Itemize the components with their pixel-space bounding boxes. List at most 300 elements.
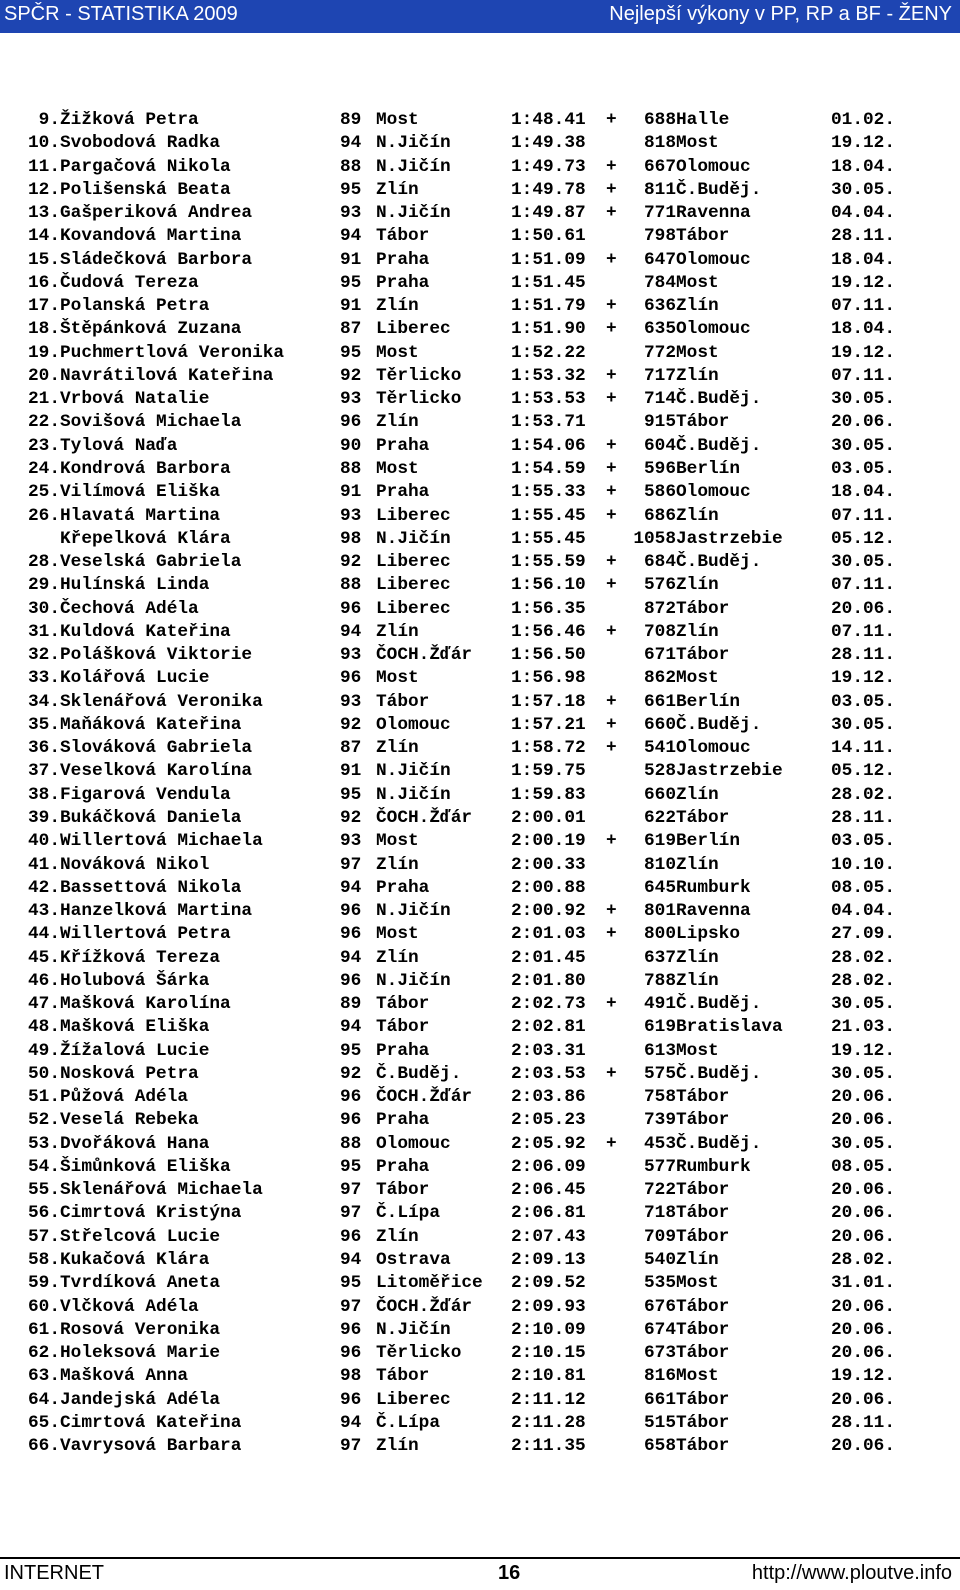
cell-plus — [606, 667, 628, 690]
cell-pts: 637 — [643, 947, 676, 968]
cell-pts: 528 — [643, 761, 676, 782]
cell-time: 2:11.12 — [511, 1389, 586, 1410]
table-row — [12, 411, 901, 434]
cell-place: Zlín — [676, 365, 719, 386]
table-row — [12, 156, 901, 179]
cell-year: 91 — [340, 249, 362, 270]
cell-year: 90 — [340, 435, 362, 456]
cell-club: N.Jičín — [376, 1319, 451, 1340]
cell-pos: 38. — [27, 784, 60, 805]
cell-date: 20.06. — [831, 1296, 896, 1317]
cell-club: Č.Lípa — [376, 1203, 441, 1224]
cell-club: N.Jičín — [376, 761, 451, 782]
cell-time: 1:53.32 — [511, 365, 586, 386]
cell-place: Tábor — [676, 645, 730, 666]
cell-name: Žížalová Lucie — [60, 1040, 210, 1061]
cell-date: 30.05. — [831, 1133, 896, 1154]
cell-time: 1:50.61 — [511, 226, 586, 247]
header-title: SPČR - STATISTIKA 2009 — [4, 3, 238, 25]
cell-place: Tábor — [676, 226, 730, 247]
cell-time: 1:56.35 — [511, 598, 586, 619]
cell-year: 96 — [340, 901, 362, 922]
cell-club: N.Jičín — [376, 156, 451, 177]
cell-time: 1:56.50 — [511, 645, 586, 666]
cell-pts: 673 — [643, 1343, 676, 1364]
cell-date: 20.06. — [831, 1226, 896, 1247]
cell-pos: 12. — [27, 179, 60, 200]
cell-pts: 661 — [643, 691, 676, 712]
table-row — [12, 528, 901, 551]
cell-pts: 535 — [643, 1273, 676, 1294]
cell-year: 89 — [340, 110, 362, 130]
cell-place: Rumburk — [676, 1156, 751, 1177]
cell-plus — [606, 1319, 628, 1342]
cell-pos: 25. — [27, 482, 60, 503]
cell-pts: 788 — [643, 970, 676, 991]
cell-plus: + — [606, 365, 617, 386]
cell-pts: 596 — [643, 458, 676, 479]
cell-club: Tábor — [376, 1180, 430, 1201]
cell-pts: 604 — [643, 435, 676, 456]
cell-year: 92 — [340, 1063, 362, 1084]
cell-year: 93 — [340, 505, 362, 526]
cell-pts: 684 — [643, 552, 676, 573]
cell-time: 1:55.59 — [511, 552, 586, 573]
cell-date: 28.02. — [831, 1250, 896, 1271]
cell-place: Č.Buděj. — [676, 435, 762, 456]
cell-club: Liberec — [376, 319, 451, 340]
table-row — [12, 784, 901, 807]
table-row — [12, 249, 901, 272]
cell-club: Praha — [376, 249, 430, 270]
cell-year: 94 — [340, 226, 362, 247]
cell-place: Zlín — [676, 296, 719, 317]
cell-place: Tábor — [676, 412, 730, 433]
header-rule — [0, 32, 960, 33]
cell-time: 1:56.98 — [511, 668, 586, 689]
cell-date: 28.11. — [831, 226, 896, 247]
cell-date: 20.06. — [831, 1319, 896, 1340]
cell-pos — [12, 528, 60, 551]
cell-club: Praha — [376, 877, 430, 898]
cell-name: Čechová Adéla — [60, 598, 199, 619]
cell-date: 20.06. — [831, 1110, 896, 1131]
cell-year: 88 — [340, 458, 362, 479]
cell-pts: 491 — [643, 994, 676, 1015]
cell-plus — [606, 784, 628, 807]
cell-pts: 645 — [643, 877, 676, 898]
cell-name: Vilímová Eliška — [60, 482, 221, 503]
cell-time: 1:59.83 — [511, 784, 586, 805]
cell-plus — [606, 1412, 628, 1435]
cell-time: 1:48.41 — [511, 110, 586, 130]
cell-name: Cimrtová Kristýna — [60, 1203, 242, 1224]
cell-club: Liberec — [376, 505, 451, 526]
cell-pos: 44. — [27, 924, 60, 945]
cell-club: N.Jičín — [376, 133, 451, 154]
cell-date: 04.04. — [831, 203, 896, 224]
cell-date: 03.05. — [831, 691, 896, 712]
table-row — [12, 318, 901, 341]
table-row — [12, 1202, 901, 1225]
cell-plus — [606, 1086, 628, 1109]
cell-date: 30.05. — [831, 994, 896, 1015]
cell-plus — [606, 1226, 628, 1249]
cell-time: 1:56.46 — [511, 621, 586, 642]
table-row — [12, 830, 901, 853]
cell-pts: 622 — [643, 807, 676, 828]
cell-year: 93 — [340, 203, 362, 224]
cell-date: 19.12. — [831, 342, 896, 363]
cell-name: Veselá Rebeka — [60, 1110, 199, 1131]
table-row — [12, 1133, 901, 1156]
cell-club: N.Jičín — [376, 970, 451, 991]
cell-place: Olomouc — [676, 319, 751, 340]
cell-date: 01.02. — [831, 110, 896, 130]
cell-date: 28.02. — [831, 947, 896, 968]
cell-time: 1:52.22 — [511, 342, 586, 363]
cell-year: 94 — [340, 877, 362, 898]
cell-club: Litoměřice — [376, 1273, 483, 1294]
table-row — [12, 1272, 901, 1295]
cell-name: Hanzelková Martina — [60, 901, 253, 922]
cell-year: 97 — [340, 854, 362, 875]
cell-time: 1:53.71 — [511, 412, 586, 433]
cell-time: 2:09.52 — [511, 1273, 586, 1294]
cell-place: Tábor — [676, 1389, 730, 1410]
table-row — [12, 1342, 901, 1365]
cell-place: Halle — [676, 110, 730, 130]
cell-plus — [606, 760, 628, 783]
cell-pos: 31. — [27, 621, 60, 642]
cell-place: Jastrzebie — [676, 761, 783, 782]
cell-date: 20.06. — [831, 1389, 896, 1410]
cell-plus — [606, 1040, 628, 1063]
cell-plus — [606, 1365, 628, 1388]
cell-pts: 708 — [643, 621, 676, 642]
cell-pos: 21. — [27, 389, 60, 410]
cell-year: 96 — [340, 1343, 362, 1364]
table-row — [12, 1412, 901, 1435]
cell-plus — [606, 1249, 628, 1272]
cell-plus — [606, 854, 628, 877]
cell-year: 95 — [340, 179, 362, 200]
cell-name: Svobodová Radka — [60, 133, 221, 154]
table-row — [12, 179, 901, 202]
cell-pts: 577 — [643, 1156, 676, 1177]
cell-date: 20.06. — [831, 1087, 896, 1108]
cell-name: Willertová Michaela — [60, 831, 263, 852]
cell-year: 96 — [340, 1110, 362, 1131]
cell-pts: 635 — [643, 319, 676, 340]
cell-plus: + — [606, 924, 617, 945]
cell-year: 97 — [340, 1296, 362, 1317]
cell-plus — [606, 1342, 628, 1365]
cell-name: Štěpánková Zuzana — [60, 319, 242, 340]
footer-url[interactable]: http://www.ploutve.info — [751, 1562, 952, 1584]
cell-place: Berlín — [676, 831, 741, 852]
cell-pos: 14. — [27, 226, 60, 247]
cell-plus — [606, 1156, 628, 1179]
cell-pos: 64. — [27, 1389, 60, 1410]
cell-pos: 20. — [27, 365, 60, 386]
cell-place: Most — [676, 133, 719, 154]
cell-name: Cimrtová Kateřina — [60, 1412, 242, 1433]
cell-club: Zlín — [376, 854, 419, 875]
cell-plus: + — [606, 389, 617, 410]
cell-year: 98 — [340, 1366, 362, 1387]
cell-place: Most — [676, 1040, 719, 1061]
cell-club: Most — [376, 924, 419, 945]
cell-place: Č.Buděj. — [676, 1133, 762, 1154]
cell-name: Vavrysová Barbara — [60, 1436, 242, 1457]
cell-plus — [606, 644, 628, 667]
table-row — [12, 691, 901, 714]
cell-place: Zlín — [676, 505, 719, 526]
table-row — [12, 1435, 901, 1458]
cell-year: 95 — [340, 342, 362, 363]
cell-date: 19.12. — [831, 1366, 896, 1387]
cell-name: Křížková Tereza — [60, 947, 221, 968]
cell-place: Olomouc — [676, 156, 751, 177]
cell-pts: 1058 — [633, 528, 676, 549]
cell-date: 20.06. — [831, 598, 896, 619]
cell-date: 18.04. — [831, 482, 896, 503]
cell-place: Č.Buděj. — [676, 179, 762, 200]
cell-name: Kovandová Martina — [60, 226, 242, 247]
table-row — [12, 1319, 901, 1342]
cell-plus — [606, 272, 628, 295]
cell-year: 87 — [340, 738, 362, 759]
cell-plus: + — [606, 179, 617, 200]
cell-pts: 540 — [643, 1250, 676, 1271]
cell-year: 94 — [340, 1412, 362, 1433]
table-row — [12, 574, 901, 597]
cell-name: Polišenská Beata — [60, 179, 231, 200]
cell-time: 2:01.03 — [511, 924, 586, 945]
cell-year: 96 — [340, 668, 362, 689]
cell-place: Tábor — [676, 1110, 730, 1131]
cell-time: 1:53.53 — [511, 389, 586, 410]
cell-pts: 576 — [643, 575, 676, 596]
table-row — [12, 1365, 901, 1388]
cell-pos: 16. — [27, 272, 60, 293]
cell-pos: 9. — [38, 110, 60, 130]
cell-date: 19.12. — [831, 272, 896, 293]
cell-date: 07.11. — [831, 621, 896, 642]
cell-club: Most — [376, 342, 419, 363]
cell-pts: 722 — [643, 1180, 676, 1201]
cell-name: Sládečková Barbora — [60, 249, 253, 270]
cell-year: 93 — [340, 645, 362, 666]
cell-name: Mašková Karolína — [60, 994, 231, 1015]
cell-pts: 676 — [643, 1296, 676, 1317]
cell-plus — [606, 411, 628, 434]
table-row — [12, 1226, 901, 1249]
table-row — [12, 1389, 901, 1412]
cell-place: Zlín — [676, 784, 719, 805]
cell-pos: 15. — [27, 249, 60, 270]
cell-plus — [606, 1296, 628, 1319]
cell-pos: 33. — [27, 668, 60, 689]
cell-name: Vlčková Adéla — [60, 1296, 199, 1317]
cell-name: Tvrdíková Aneta — [60, 1273, 221, 1294]
cell-club: Zlín — [376, 1226, 419, 1247]
cell-pts: 619 — [643, 831, 676, 852]
cell-time: 2:05.23 — [511, 1110, 586, 1131]
table-row — [12, 1179, 901, 1202]
cell-club: Těrlicko — [376, 1343, 462, 1364]
cell-club: Zlín — [376, 1436, 419, 1457]
table-row — [12, 807, 901, 830]
cell-name: Sklenářová Veronika — [60, 691, 263, 712]
cell-name: Jandejská Adéla — [60, 1389, 221, 1410]
cell-pts: 661 — [643, 1389, 676, 1410]
cell-time: 2:11.28 — [511, 1412, 586, 1433]
cell-pos: 55. — [27, 1180, 60, 1201]
cell-name: Rosová Veronika — [60, 1319, 221, 1340]
cell-club: Tábor — [376, 1017, 430, 1038]
cell-name: Žižková Petra — [60, 110, 199, 130]
table-row — [12, 202, 901, 225]
cell-pts: 810 — [643, 854, 676, 875]
cell-name: Hulínská Linda — [60, 575, 210, 596]
cell-place: Most — [676, 342, 719, 363]
table-row — [12, 900, 901, 923]
cell-pos: 63. — [27, 1366, 60, 1387]
cell-year: 88 — [340, 575, 362, 596]
cell-date: 20.06. — [831, 1180, 896, 1201]
table-row — [12, 342, 901, 365]
cell-club: Liberec — [376, 598, 451, 619]
cell-time: 2:00.92 — [511, 901, 586, 922]
cell-name: Nováková Nikol — [60, 854, 210, 875]
cell-year: 92 — [340, 552, 362, 573]
cell-pos: 60. — [27, 1296, 60, 1317]
cell-club: Zlín — [376, 296, 419, 317]
cell-date: 28.11. — [831, 645, 896, 666]
cell-name: Tylová Naďa — [60, 435, 178, 456]
cell-year: 95 — [340, 272, 362, 293]
cell-date: 30.05. — [831, 1063, 896, 1084]
cell-name: Willertová Petra — [60, 924, 231, 945]
cell-plus: + — [606, 203, 617, 224]
cell-pts: 739 — [643, 1110, 676, 1131]
cell-club: Ostrava — [376, 1250, 451, 1271]
cell-place: Olomouc — [676, 738, 751, 759]
cell-pos: 51. — [27, 1087, 60, 1108]
table-row — [12, 365, 901, 388]
cell-time: 1:57.21 — [511, 714, 586, 735]
cell-club: Praha — [376, 272, 430, 293]
cell-pts: 915 — [643, 412, 676, 433]
cell-year: 94 — [340, 1250, 362, 1271]
cell-year: 96 — [340, 598, 362, 619]
cell-pos: 30. — [27, 598, 60, 619]
cell-name: Čudová Tereza — [60, 272, 199, 293]
cell-time: 1:55.33 — [511, 482, 586, 503]
results-body — [12, 109, 901, 1458]
cell-place: Tábor — [676, 1343, 730, 1364]
cell-year: 94 — [340, 947, 362, 968]
cell-year: 93 — [340, 691, 362, 712]
cell-plus — [606, 1202, 628, 1225]
cell-place: Č.Buděj. — [676, 994, 762, 1015]
cell-name: Mašková Eliška — [60, 1017, 210, 1038]
cell-club: Praha — [376, 1040, 430, 1061]
cell-year: 87 — [340, 319, 362, 340]
cell-name: Dvořáková Hana — [60, 1133, 210, 1154]
cell-pts: 660 — [643, 784, 676, 805]
cell-plus — [606, 1016, 628, 1039]
cell-plus: + — [606, 552, 617, 573]
cell-plus — [606, 970, 628, 993]
cell-plus: + — [606, 458, 617, 479]
table-row — [12, 388, 901, 411]
cell-club: Olomouc — [376, 714, 451, 735]
table-row — [12, 760, 901, 783]
cell-plus: + — [606, 156, 617, 177]
cell-date: 20.06. — [831, 1436, 896, 1457]
cell-plus — [606, 877, 628, 900]
results-table — [12, 109, 901, 1458]
cell-pts: 667 — [643, 156, 676, 177]
cell-time: 1:49.38 — [511, 133, 586, 154]
cell-date: 20.06. — [831, 412, 896, 433]
cell-time: 2:02.81 — [511, 1017, 586, 1038]
cell-pts: 636 — [643, 296, 676, 317]
cell-pos: 26. — [27, 505, 60, 526]
cell-pts: 718 — [643, 1203, 676, 1224]
table-row — [12, 272, 901, 295]
cell-plus: + — [606, 296, 617, 317]
cell-year: 95 — [340, 784, 362, 805]
cell-plus: + — [606, 714, 617, 735]
cell-plus — [606, 807, 628, 830]
header-subtitle: Nejlepší výkony v PP, RP a BF - ŽENY — [609, 3, 952, 25]
cell-time: 2:00.01 — [511, 807, 586, 828]
cell-year: 94 — [340, 133, 362, 154]
cell-plus — [606, 1109, 628, 1132]
cell-year: 97 — [340, 1203, 362, 1224]
cell-club: Č.Lípa — [376, 1412, 441, 1433]
cell-place: Jastrzebie — [676, 528, 783, 549]
table-row — [12, 1086, 901, 1109]
cell-pos: 58. — [27, 1250, 60, 1271]
cell-time: 2:01.80 — [511, 970, 586, 991]
cell-club: Most — [376, 831, 419, 852]
cell-date: 07.11. — [831, 296, 896, 317]
cell-date: 21.03. — [831, 1017, 896, 1038]
cell-time: 2:10.81 — [511, 1366, 586, 1387]
cell-pos: 28. — [27, 552, 60, 573]
cell-pts: 784 — [643, 272, 676, 293]
cell-year: 93 — [340, 831, 362, 852]
cell-club: Tábor — [376, 994, 430, 1015]
cell-place: Č.Buděj. — [676, 552, 762, 573]
cell-pts: 686 — [643, 505, 676, 526]
cell-date: 30.05. — [831, 389, 896, 410]
cell-pos: 54. — [27, 1156, 60, 1177]
cell-pos: 61. — [27, 1319, 60, 1340]
cell-name: Kuldová Kateřina — [60, 621, 231, 642]
cell-place: Berlín — [676, 458, 741, 479]
cell-year: 88 — [340, 156, 362, 177]
cell-place: Tábor — [676, 598, 730, 619]
cell-name: Střelcová Lucie — [60, 1226, 221, 1247]
cell-place: Zlín — [676, 575, 719, 596]
cell-year: 91 — [340, 296, 362, 317]
